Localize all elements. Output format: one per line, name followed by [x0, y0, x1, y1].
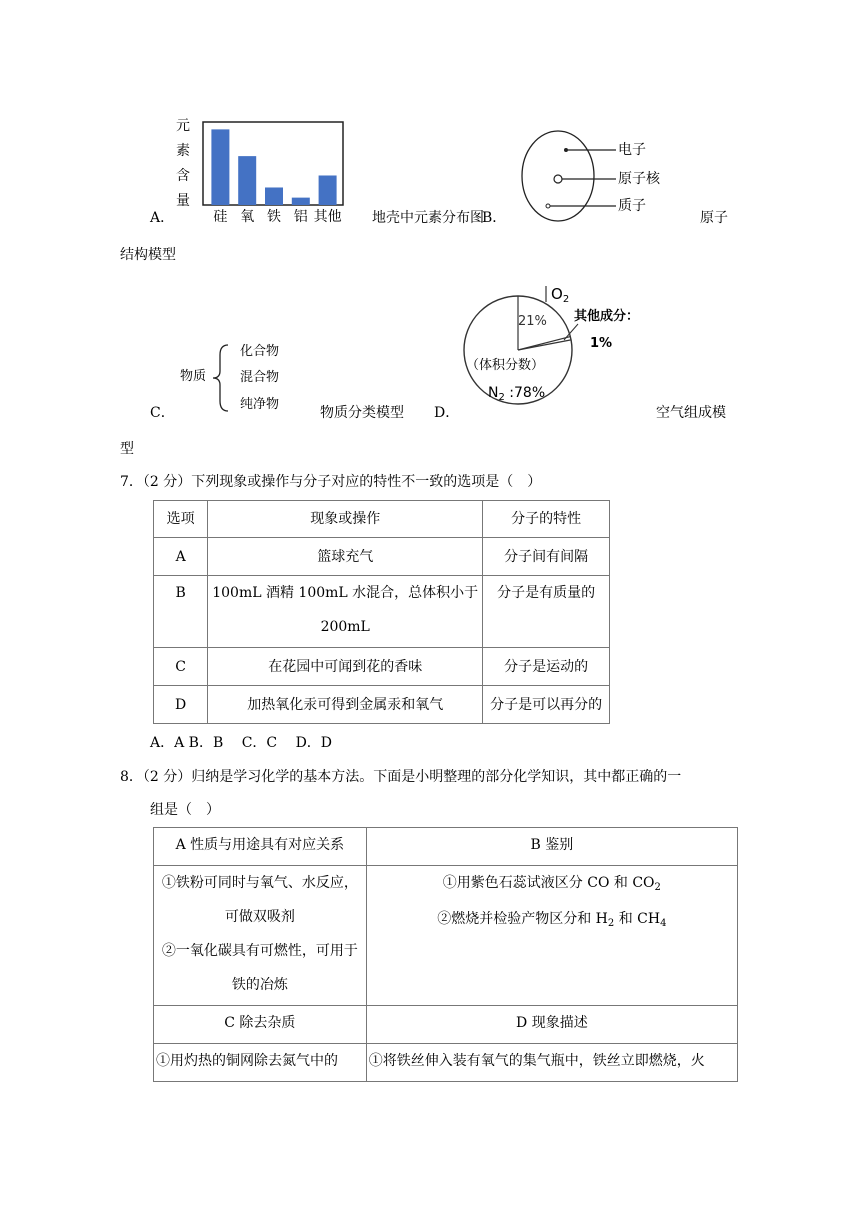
bar [265, 187, 283, 205]
x-tick-label: 其他 [313, 209, 342, 225]
q8-cell-c-title [154, 1006, 367, 1044]
q7-prop-cell: 分子是运动的 [483, 648, 610, 686]
o2-subscript: 2 [562, 294, 570, 305]
q7-opt-cell: D [154, 686, 208, 724]
q8-cell-b-content [366, 866, 737, 1006]
q7-phen-cell [208, 576, 483, 648]
q7-choices: A．A B．B C．C D．D [150, 735, 333, 751]
q8-table [153, 827, 738, 1082]
q7-header-cell: 分子的特性 [483, 501, 610, 538]
option-a-caption: 地壳中元素分布图 [372, 210, 484, 226]
pie-label-other-pct: 1% [590, 336, 613, 351]
q8-b-line1-sub: 2 [654, 882, 661, 893]
option-c-label: C． [150, 405, 175, 421]
q7-prop-cell: 分子是可以再分的 [483, 686, 610, 724]
q8-b-line2-sub: 2 [607, 918, 615, 929]
y-axis-label [176, 116, 196, 216]
q8-cell-c-content [154, 1044, 367, 1082]
bar [238, 156, 256, 205]
q8-b-line1-text: ①用紫色石蕊试液区分 CO 和 CO [442, 875, 655, 891]
pie-label-other: 其他成分： [574, 309, 640, 324]
atom-label-electron: 电子 [618, 142, 646, 158]
q7-header-cell: 现象或操作 [208, 501, 483, 538]
option-c-caption: 物质分类模型 [320, 405, 404, 421]
x-tick-label: 硅 [213, 209, 228, 225]
q8-a-line: ①铁粉可同时与氧气、水反应， [161, 875, 358, 891]
classification-branch: 纯净物 [240, 397, 280, 412]
option-a-label: A． [150, 210, 175, 226]
q8-c-line: ①用灼热的铜网除去氮气中的 [156, 1053, 338, 1069]
q7-stem: 7．（2 分）下列现象或操作与分子对应的特性不一致的选项是（ ） [120, 474, 542, 490]
option-a-figure [176, 116, 346, 226]
q7-prop-cell: 分子间有间隔 [483, 538, 610, 576]
q8-b-line2-text: ②燃烧并检验产物区分和 H [437, 911, 608, 927]
y-axis-label-char: 素 [176, 143, 190, 159]
n2-subscript: 2 [498, 392, 505, 403]
atom-label-proton: 质子 [618, 198, 646, 214]
classification-brace [208, 343, 232, 413]
option-b-caption-2: 结构模型 [120, 247, 176, 263]
q7-table [153, 500, 610, 724]
option-b-label: B． [482, 210, 507, 226]
atom-label-nucleus: 原子核 [618, 171, 660, 187]
q7-header-cell: 选项 [154, 501, 208, 538]
q8-b-line2-sub: 4 [660, 918, 667, 929]
option-b-caption-1: 原子 [700, 210, 728, 226]
y-axis-label-char: 量 [176, 193, 190, 209]
q8-stem-line2: 组是（ ） [150, 802, 220, 818]
q7-header-row [154, 501, 610, 538]
q8-cell-d-title [366, 1006, 737, 1044]
q8-d-line: ①将铁丝伸入装有氧气的集气瓶中，铁丝立即燃烧，火 [368, 1053, 705, 1069]
proton-dot [546, 204, 550, 208]
classification-branch: 混合物 [240, 370, 280, 385]
option-d-caption-1: 空气组成模 [656, 405, 726, 421]
q7-opt-cell: B [154, 576, 208, 648]
y-axis-label-char: 含 [176, 168, 190, 184]
q7-phen-line: 100mL 酒精 100mL 水混合，总体积小于 [212, 585, 479, 601]
x-tick-label: 氧 [240, 209, 255, 225]
bar [292, 198, 310, 205]
q7-row [154, 648, 610, 686]
q8-a-title: A 性质与用途具有对应关系 [175, 837, 345, 853]
q8-a-line: 铁的冶炼 [231, 977, 288, 993]
q8-b-line2-mid: 和 CH [614, 911, 661, 927]
pie-slice-boundary-other [518, 340, 571, 350]
y-axis-label-char: 元 [176, 118, 190, 134]
q8-d-title: D 现象描述 [516, 1015, 588, 1031]
q8-stem-line1: 8．（2 分）归纳是学习化学的基本方法。下面是小明整理的部分化学知识，其中都正确的一 [120, 769, 682, 785]
q8-b-line [369, 905, 735, 938]
bar-chart [202, 121, 344, 225]
q8-c-title: C 除去杂质 [224, 1015, 296, 1031]
q7-phen-line: 200mL [320, 619, 370, 635]
q7-phen-cell: 加热氧化汞可得到金属汞和氧气 [208, 686, 483, 724]
q8-a-line: 可做双吸剂 [224, 909, 295, 925]
bar [211, 129, 229, 205]
q8-row [154, 866, 738, 1006]
n2-pct: :78% [504, 385, 546, 401]
o2-symbol: O [551, 285, 563, 303]
pie-center-label: （体积分数） [466, 358, 545, 373]
q7-opt-cell: A [154, 538, 208, 576]
q8-b-line [369, 866, 735, 905]
q8-row [154, 1006, 738, 1044]
atom-outline [522, 131, 594, 221]
q7-row [154, 576, 610, 648]
bar [319, 175, 337, 205]
q8-cell-a-title [154, 828, 367, 866]
electron-dot [564, 148, 568, 152]
q7-opt-cell: C [154, 648, 208, 686]
n2-symbol: N [488, 385, 499, 401]
q8-row [154, 1044, 738, 1082]
pie-label-o2-pct: 21% [518, 314, 547, 329]
classification-branch: 化合物 [240, 344, 280, 359]
q7-prop-cell: 分子是有质量的 [483, 576, 610, 648]
pie-label-o2 [551, 284, 569, 310]
x-tick-label: 铁 [267, 209, 281, 225]
q7-phen-cell: 在花园中可闻到花的香味 [208, 648, 483, 686]
x-tick-label: 铝 [293, 209, 308, 225]
q7-row [154, 686, 610, 724]
q8-row [154, 828, 738, 866]
q8-a-line: ②一氧化碳具有可燃性，可用于 [161, 943, 358, 959]
q8-cell-a-content [154, 866, 367, 1006]
pie-label-n2 [488, 383, 545, 408]
nucleus-circle [554, 175, 562, 183]
q7-phen-cell: 篮球充气 [208, 538, 483, 576]
option-d-caption-2: 型 [120, 441, 134, 457]
q8-cell-d-content [366, 1044, 737, 1082]
classification-root: 物质 [180, 369, 207, 384]
q7-row [154, 538, 610, 576]
q8-b-title: B 鉴别 [530, 837, 574, 853]
option-d-label: D． [434, 405, 460, 421]
q8-cell-b-title [366, 828, 737, 866]
